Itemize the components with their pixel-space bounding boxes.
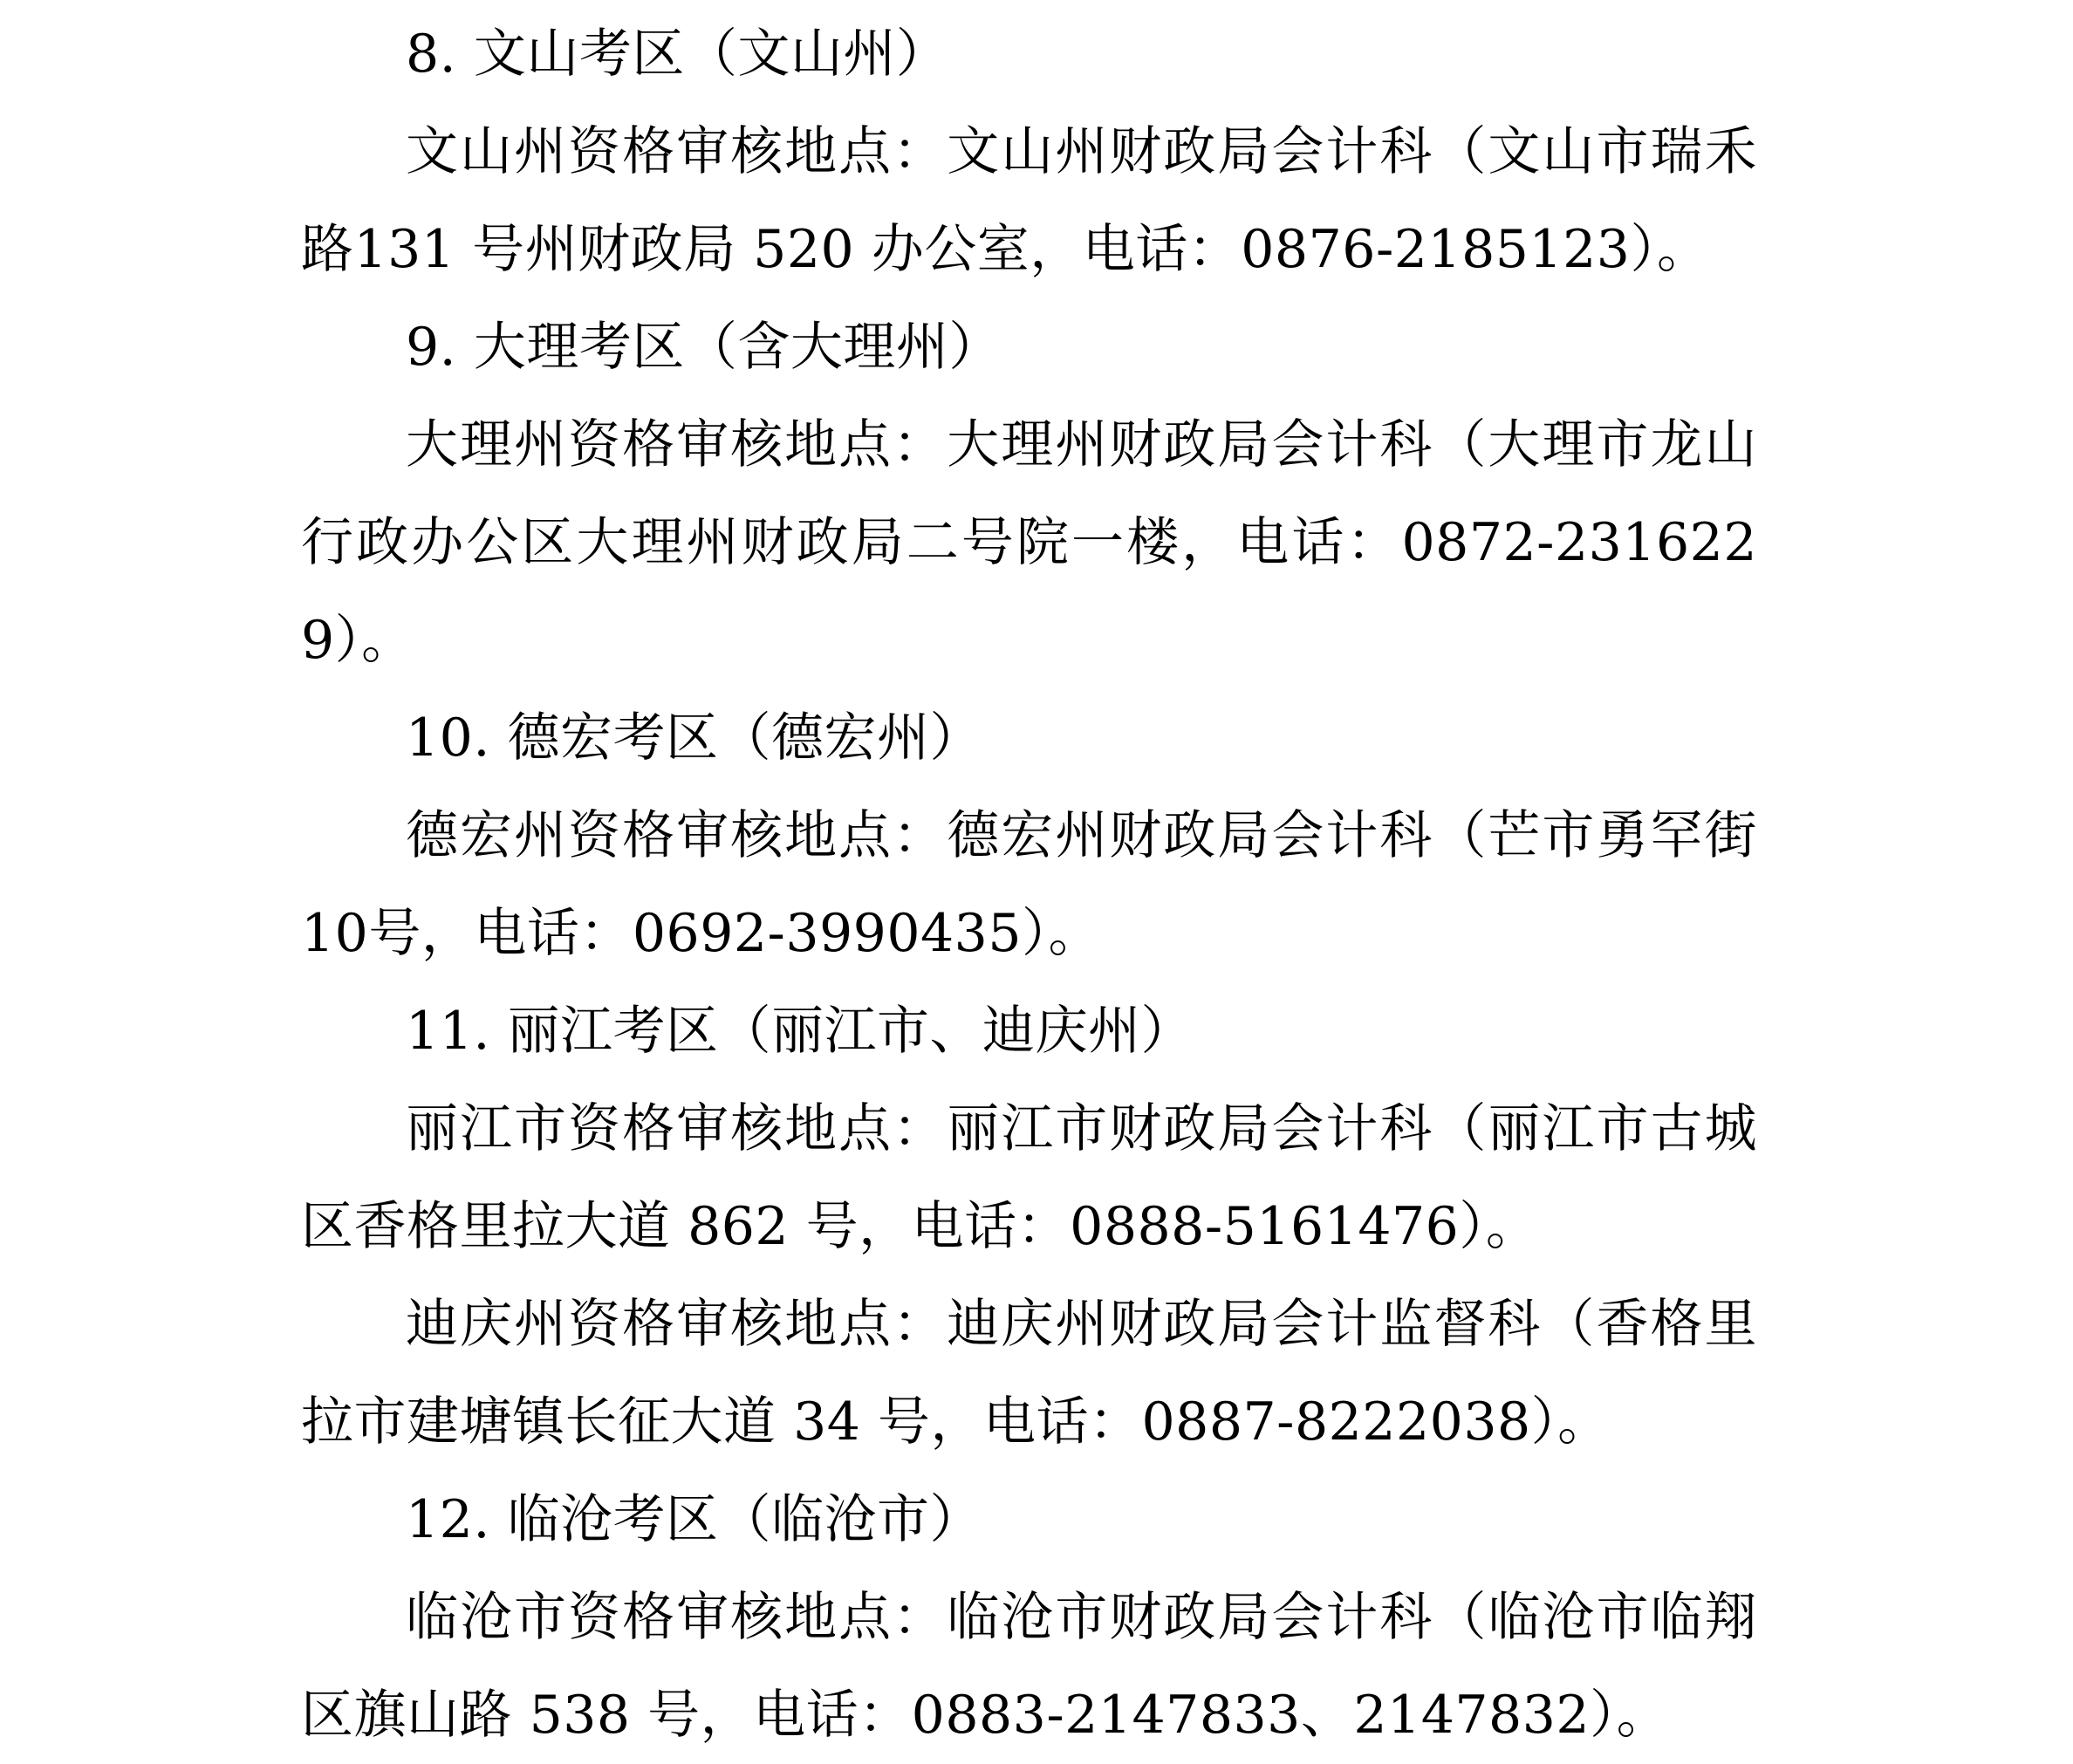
section-body-dehong: 德宏州资格审核地点：德宏州财政局会计科（芒市勇罕街 10号，电话：0692-3990435）。 bbox=[301, 805, 1775, 964]
section-body-dali: 大理州资格审核地点：大理州财政局会计科（大理市龙山行政办公区大理州财政局二号院一楼，电话：0872-2316229）。 bbox=[301, 414, 1757, 671]
section-body-diqing: 迪庆州资格审核地点：迪庆州财政局会计监督科（香格里拉市建塘镇长征大道 34 号，电话：0887-8222038）。 bbox=[301, 1294, 1757, 1453]
section-body-lincang: 临沧市资格审核地点：临沧市财政局会计科（临沧市临翔区旗山路 538 号，电话：0883-2147833、2147832）。 bbox=[301, 1587, 1757, 1746]
section-heading-lincang: 12. 临沧考区（临沧市） bbox=[406, 1489, 982, 1550]
section-body-wenshan: 文山州资格审核地点：文山州财政局会计科（文山市瑞禾路131 号州财政局 520 办公室，电话：0876-2185123）。 bbox=[301, 121, 1757, 280]
document-body bbox=[301, 0, 1775, 1764]
section-heading-dali: 9. 大理考区（含大理州） bbox=[406, 317, 1002, 378]
section-heading-dehong: 10. 德宏考区（德宏州） bbox=[406, 708, 982, 769]
section-heading-wenshan: 8. 文山考区（文山州） bbox=[406, 24, 949, 85]
section-body-lijiang: 丽江市资格审核地点：丽江市财政局会计科（丽江市古城区香格里拉大道 862 号，电话：0888-5161476）。 bbox=[301, 1098, 1757, 1257]
section-heading-lijiang: 11. 丽江考区（丽江市、迪庆州） bbox=[406, 1001, 1194, 1062]
